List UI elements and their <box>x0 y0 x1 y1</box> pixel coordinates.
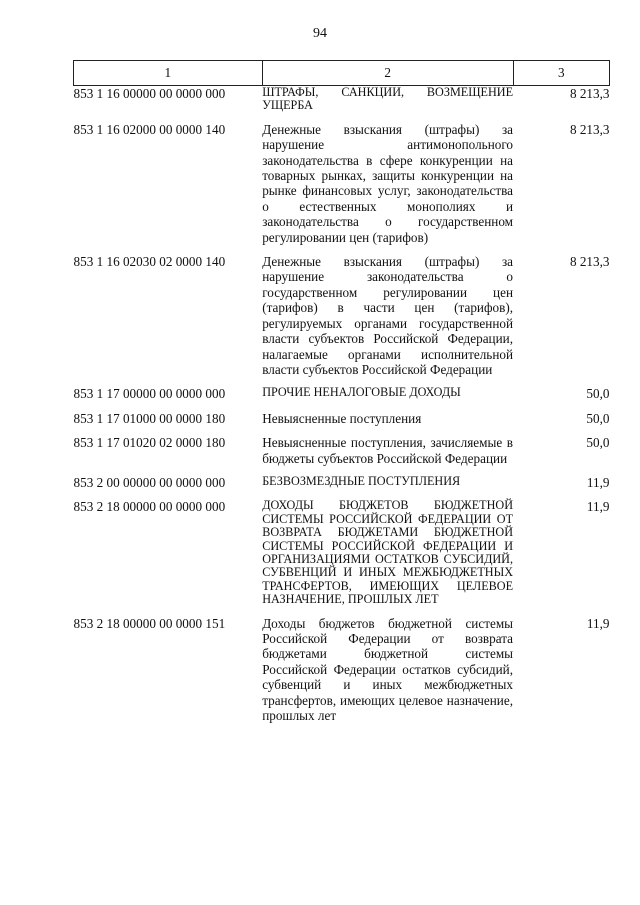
row-amount: 11,9 <box>586 474 610 490</box>
row-code: 853 1 16 02030 02 0000 140 <box>73 254 226 270</box>
column-header-code: 1 <box>74 61 263 86</box>
row-amount: 8 213,3 <box>569 86 610 101</box>
table-row <box>74 411 610 435</box>
table-row <box>74 435 610 475</box>
row-code: 853 1 16 02000 00 0000 140 <box>73 121 226 137</box>
row-amount: 50,0 <box>586 410 610 426</box>
row-amount: 50,0 <box>586 386 610 402</box>
row-description: Невыясненные поступления, зачисляемые в бюджеты субъектов Российской Федерации <box>262 435 514 466</box>
row-amount: 50,0 <box>586 435 610 451</box>
row-code: 853 2 18 00000 00 0000 151 <box>73 615 226 631</box>
row-description: ШТРАФЫ, САНКЦИИ, ВОЗМЕЩЕНИЕ УЩЕРБА <box>262 85 514 113</box>
table-row <box>74 475 610 499</box>
budget-revenue-table <box>73 60 610 732</box>
row-code: 853 2 18 00000 00 0000 000 <box>73 499 226 515</box>
row-code: 853 1 16 00000 00 0000 000 <box>73 86 226 101</box>
table-row <box>74 616 610 733</box>
table-row <box>74 122 610 254</box>
row-description: Денежные взыскания (штрафы) за нарушение законодательства о государственном регулировании цен (тарифов) в части цен (тарифов), регулируемых органами государственной власти субъектов Российской Федерации, налагаемые органами исполнительной власти субъектов Российской Федерации <box>262 254 514 377</box>
row-description: Доходы бюджетов бюджетной системы Российской Федерации от возврата бюджетами бюджетной системы Российской Федерации остатков субсидий, субвенций и иных межбюджетных трансфертов, имеющих целевое назначение, прошлых лет <box>262 615 514 724</box>
row-amount: 11,9 <box>586 615 610 631</box>
row-code: 853 2 00 00000 00 0000 000 <box>73 474 226 490</box>
table-row <box>74 86 610 122</box>
row-description: ПРОЧИЕ НЕНАЛОГОВЫЕ ДОХОДЫ <box>262 385 461 400</box>
header-row <box>74 61 610 86</box>
row-code: 853 1 17 01020 02 0000 180 <box>73 435 226 451</box>
table-header <box>74 61 610 86</box>
table-row <box>74 254 610 386</box>
page-number: 94 <box>313 26 327 41</box>
table-row <box>74 386 610 410</box>
row-description: Невыясненные поступления <box>262 410 422 426</box>
row-amount: 8 213,3 <box>569 254 610 270</box>
row-description: БЕЗВОЗМЕЗДНЫЕ ПОСТУПЛЕНИЯ <box>262 473 461 488</box>
table-body <box>74 86 610 733</box>
column-header-description: 2 <box>262 61 513 86</box>
row-code: 853 1 17 01000 00 0000 180 <box>73 410 226 426</box>
column-header-amount: 3 <box>513 61 609 86</box>
row-amount: 11,9 <box>586 499 610 515</box>
row-code: 853 1 17 00000 00 0000 000 <box>73 386 226 402</box>
row-description: ДОХОДЫ БЮДЖЕТОВ БЮДЖЕТНОЙ СИСТЕМЫ РОССИЙСКОЙ ФЕДЕРАЦИИ ОТ ВОЗВРАТА БЮДЖЕТАМИ БЮДЖЕТНОЙ СИСТЕМЫ РОССИЙСКОЙ ФЕДЕРАЦИИ И ОРГАНИЗАЦИЯМИ ОСТАТКОВ СУБСИДИЙ, СУБВЕНЦИЙ И ИНЫХ МЕЖБЮДЖЕТНЫХ ТРАНСФЕРТОВ, ИМЕЮЩИХ ЦЕЛЕВОЕ НАЗНАЧЕНИЕ, ПРОШЛЫХ ЛЕТ <box>262 498 514 607</box>
row-amount: 8 213,3 <box>569 121 610 137</box>
table-row <box>74 499 610 615</box>
row-description: Денежные взыскания (штрафы) за нарушение антимонопольного законодательства в сфере конкуренции на товарных рынках, защиты конкуренции на рынке финансовых услуг, законодательства о естественных монополиях и законодательства о государственном регулировании цен (тарифов) <box>262 121 514 245</box>
